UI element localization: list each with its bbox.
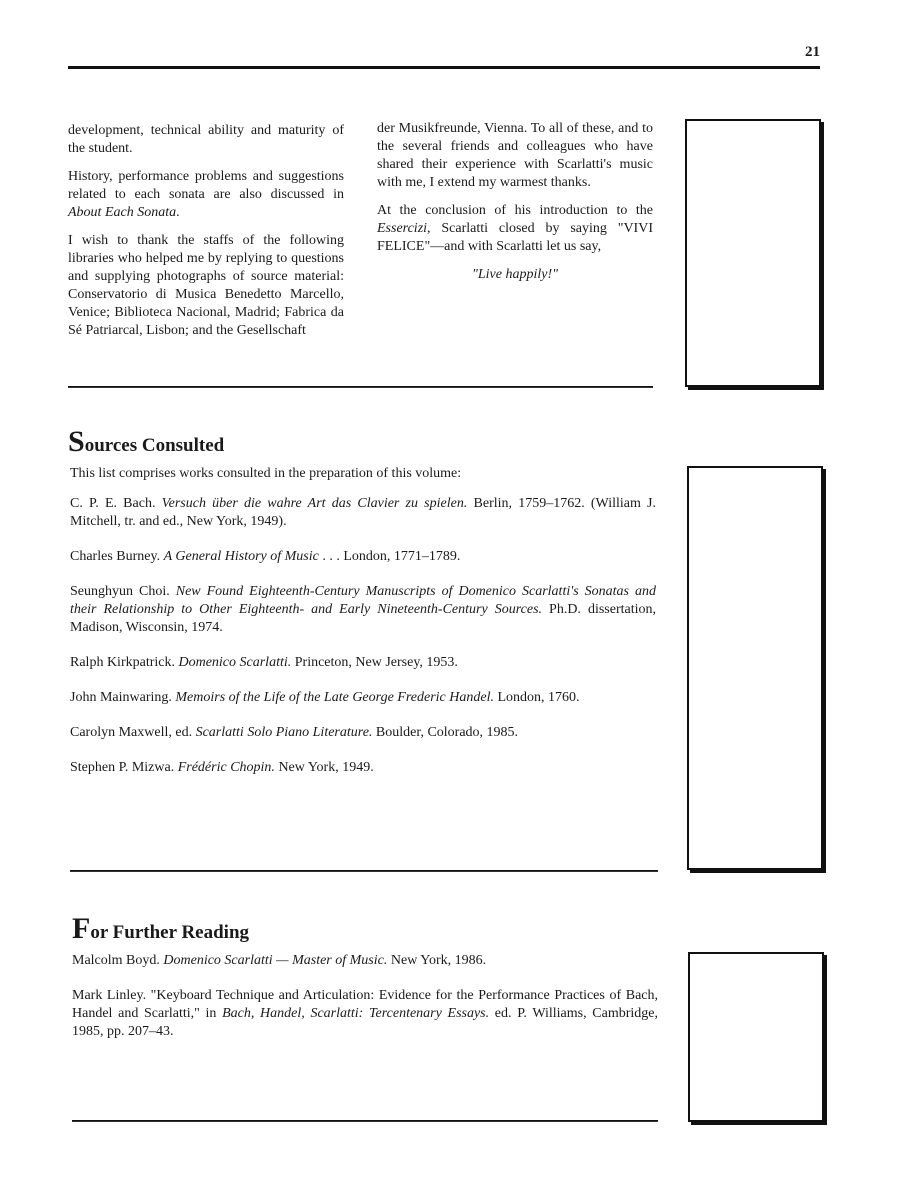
text-segment: Mark Linley. "Keyboard Technique and Articulation: Evidence for the Performance Practices of Bach, Handel and Scarlatti," in — [72, 988, 658, 1021]
italic-title: New Found Eighteenth-Century Manuscripts of Domenico Scarlatti's Sonatas and their Relationship to Other Eighteenth- and Early Nineteenth-Century Sources. — [70, 584, 656, 617]
text-segment: Stephen P. Mizwa. — [70, 760, 178, 775]
margin-note-box — [685, 119, 821, 387]
intro-column-left — [68, 122, 344, 350]
paragraph — [68, 168, 344, 222]
heading-initial: S — [68, 425, 85, 458]
text-segment: Berlin, 1759–1762. (William J. Mitchell, tr. and ed., New York, 1949). — [70, 496, 656, 529]
bibliography-entry — [72, 952, 658, 970]
italic-title: A General History of Music — [163, 549, 319, 564]
margin-note-box — [688, 952, 824, 1122]
text-segment: At the conclusion of his introduction to the — [377, 203, 653, 218]
text-segment: . — [176, 205, 180, 220]
text-segment: Seunghyun Choi. — [70, 584, 176, 599]
page-number: 21 — [805, 44, 820, 60]
italic-title: Domenico Scarlatti — Master of Music. — [163, 953, 388, 968]
further-reading-list — [72, 952, 658, 1058]
paragraph — [377, 120, 653, 192]
section-divider — [72, 1120, 658, 1122]
bibliography-entry — [70, 583, 656, 637]
bibliography-entry — [70, 689, 656, 707]
text-segment: John Mainwaring. — [70, 690, 176, 705]
sources-intro: This list comprises works consulted in the preparation of this volume: — [70, 466, 462, 481]
italic-title: Essercizi — [377, 221, 428, 236]
bibliography-entry — [70, 759, 656, 777]
text-segment: Ph.D. dissertation, Madison, Wisconsin, 1974. — [70, 602, 656, 635]
margin-note-box — [687, 466, 823, 870]
text-segment: Charles Burney. — [70, 549, 164, 564]
intro-column-right — [377, 120, 653, 294]
sources-heading — [68, 425, 224, 459]
heading-text: or Further Reading — [90, 922, 250, 943]
text-segment: der Musikfreunde, Vienna. To all of these, and to the several friends and colleagues who have shared their experience with Scarlatti's music with me, I extend my warmest thanks. — [377, 121, 653, 190]
text-segment: C. P. E. Bach. — [70, 496, 162, 511]
text-segment: . . . London, 1771–1789. — [318, 549, 461, 564]
italic-title: Bach, Handel, Scarlatti: Tercentenary Essays. — [222, 1006, 490, 1021]
text-segment: New York, 1949. — [274, 760, 374, 775]
text-segment: ed. P. Williams, Cambridge, 1985, pp. 207–43. — [72, 1006, 658, 1039]
bibliography-entry — [70, 548, 656, 566]
paragraph — [377, 202, 653, 256]
paragraph — [68, 232, 344, 340]
italic-title: Scarlatti Solo Piano Literature. — [195, 725, 373, 740]
top-rule — [68, 66, 820, 69]
italic-title: About Each Sonata — [68, 205, 177, 220]
bibliography-entry — [70, 724, 656, 742]
sources-list — [70, 465, 656, 794]
italic-title: Memoirs of the Life of the Late George Frederic Handel. — [175, 690, 494, 705]
italic-title: Frédéric Chopin. — [177, 760, 275, 775]
italic-title: Domenico Scarlatti. — [178, 655, 292, 670]
italic-title: Versuch über die wahre Art das Clavier zu spielen. — [161, 496, 468, 511]
bibliography-entry — [72, 987, 658, 1041]
further-reading-heading — [72, 912, 249, 946]
text-segment: Malcolm Boyd. — [72, 953, 164, 968]
text-segment: , Scarlatti closed by saying "VIVI FELICE"—and with Scarlatti let us say, — [377, 221, 653, 254]
text-segment: Ralph Kirkpatrick. — [70, 655, 179, 670]
section-divider — [70, 870, 658, 872]
bibliography-entry — [70, 495, 656, 531]
paragraph — [68, 122, 344, 158]
text-segment: Carolyn Maxwell, ed. — [70, 725, 196, 740]
text-segment: History, performance problems and suggestions related to each sonata are also discussed in — [68, 169, 344, 202]
text-segment: Boulder, Colorado, 1985. — [372, 725, 519, 740]
heading-initial: F — [72, 912, 91, 945]
text-segment: New York, 1986. — [387, 953, 487, 968]
closing-quote: "Live happily!" — [471, 267, 559, 282]
bibliography-entry — [70, 654, 656, 672]
section-divider — [68, 386, 653, 388]
text-segment: I wish to thank the staffs of the following libraries who helped me by replying to questions and supplying photographs of source material: Conservatorio di Musica Benedetto Marcello, Venice; Biblioteca Nacional, Madrid; Fabrica da Sé Patriarcal, Lisbon; and the Gesellschaft — [68, 233, 344, 338]
heading-text: ources Consulted — [84, 435, 225, 456]
text-segment: Princeton, New Jersey, 1953. — [291, 655, 458, 670]
text-segment: London, 1760. — [493, 690, 580, 705]
text-segment: development, technical ability and maturity of the student. — [68, 123, 344, 156]
